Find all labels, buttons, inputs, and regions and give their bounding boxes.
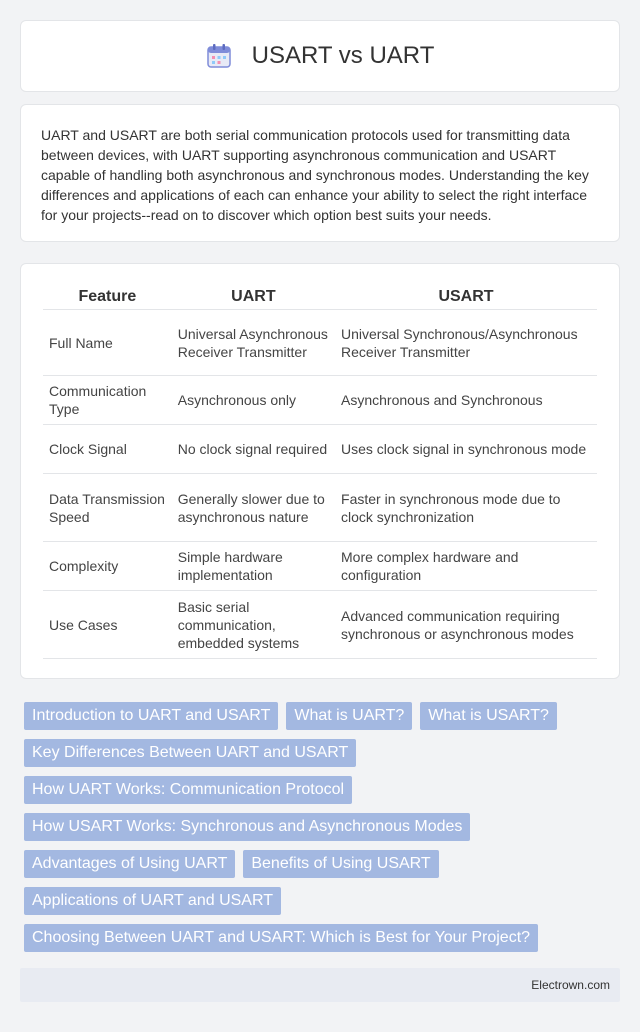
cell-uart: Asynchronous only <box>172 376 335 425</box>
topic-link[interactable]: What is USART? <box>420 702 557 730</box>
footer-text: Electrown.com <box>531 978 610 992</box>
table-row <box>43 425 597 474</box>
table-row <box>43 474 597 542</box>
page-title: USART vs UART <box>251 42 435 69</box>
link-row <box>24 739 620 767</box>
link-row <box>24 776 620 804</box>
cell-uart: Simple hardware implementation <box>172 542 335 591</box>
link-row <box>24 702 620 730</box>
cell-usart: Uses clock signal in synchronous mode <box>335 425 597 474</box>
header-card <box>20 20 620 92</box>
topic-link[interactable]: What is UART? <box>286 702 412 730</box>
topic-link[interactable]: Choosing Between UART and USART: Which is Best for Your Project? <box>24 924 538 952</box>
footer <box>20 968 620 1002</box>
cell-usart: Asynchronous and Synchronous <box>335 376 597 425</box>
link-row <box>24 813 620 841</box>
cell-uart: Basic serial communication, embedded systems <box>172 591 335 659</box>
intro-text: UART and USART are both serial communication protocols used for transmitting data between devices, with UART supporting asynchronous communication and USART capable of handling both asynchronous and synchronous modes. Understanding the key differences and applications of each can enhance your ability to select the right interface for your projects--read on to discover which option best suits your needs. <box>41 127 589 223</box>
header-uart: UART <box>172 284 335 310</box>
topic-link[interactable]: How USART Works: Synchronous and Asynchronous Modes <box>24 813 470 841</box>
topic-link[interactable]: Benefits of Using USART <box>243 850 438 878</box>
cell-feature: Data Transmission Speed <box>43 474 172 542</box>
cell-feature: Clock Signal <box>43 425 172 474</box>
cell-uart: Universal Asynchronous Receiver Transmitter <box>172 310 335 376</box>
link-row <box>24 887 620 915</box>
topic-link[interactable]: Introduction to UART and USART <box>24 702 278 730</box>
comparison-table <box>43 284 597 659</box>
table-row <box>43 542 597 591</box>
topic-links <box>24 702 620 961</box>
topic-link[interactable]: Key Differences Between UART and USART <box>24 739 356 767</box>
topic-link[interactable]: Advantages of Using UART <box>24 850 235 878</box>
cell-feature: Use Cases <box>43 591 172 659</box>
link-row <box>24 924 620 952</box>
cell-feature: Communication Type <box>43 376 172 425</box>
intro-card <box>20 104 620 242</box>
link-row <box>24 850 620 878</box>
cell-usart: Faster in synchronous mode due to clock synchronization <box>335 474 597 542</box>
table-row <box>43 591 597 659</box>
cell-usart: Universal Synchronous/Asynchronous Receiver Transmitter <box>335 310 597 376</box>
table-header-row <box>43 284 597 310</box>
header-feature: Feature <box>43 284 172 310</box>
cell-usart: More complex hardware and configuration <box>335 542 597 591</box>
table-row <box>43 376 597 425</box>
table-row <box>43 310 597 376</box>
topic-link[interactable]: How UART Works: Communication Protocol <box>24 776 352 804</box>
topic-link[interactable]: Applications of UART and USART <box>24 887 281 915</box>
comparison-table-card <box>20 263 620 679</box>
cell-uart: Generally slower due to asynchronous nature <box>172 474 335 542</box>
cell-feature: Full Name <box>43 310 172 376</box>
header-usart: USART <box>335 284 597 310</box>
cell-feature: Complexity <box>43 542 172 591</box>
cell-usart: Advanced communication requiring synchronous or asynchronous modes <box>335 591 597 659</box>
cell-uart: No clock signal required <box>172 425 335 474</box>
calendar-icon <box>206 43 232 69</box>
